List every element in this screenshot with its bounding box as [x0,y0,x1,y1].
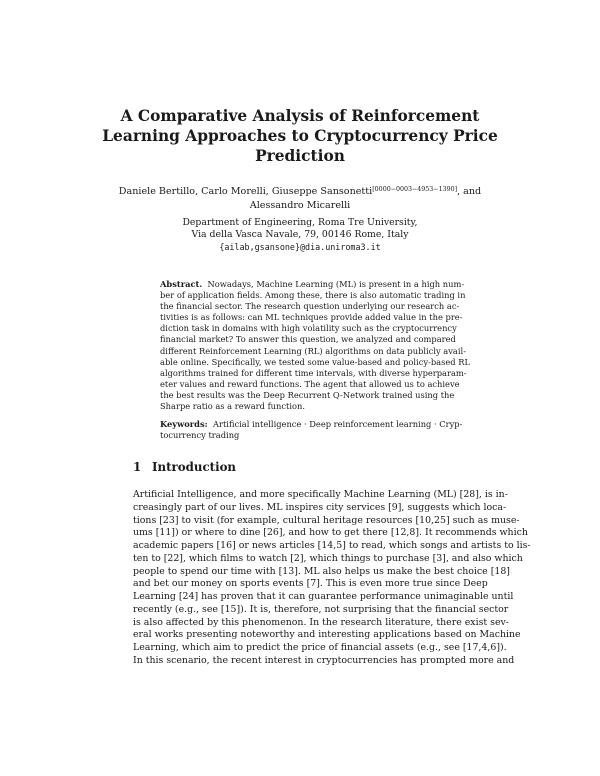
title-line: Learning Approaches to Cryptocurrency Price [102,127,498,145]
author-names: Daniele Bertillo, Carlo Morelli, Giuseppe Sansonetti [118,186,373,197]
author-conjunction: , and [457,186,482,197]
abstract-line: Sharpe ratio as a reward function. [160,401,305,412]
title-line: A Comparative Analysis of Reinforcement [120,107,480,125]
keywords-text: Artificial intelligence · Deep reinforcement learning · Cryp- [213,419,463,429]
keywords-line [160,419,463,430]
abstract-line: the best results was the Deep Recurrent Q-Network trained using the [160,389,455,400]
author-line [90,183,510,199]
abstract-line: eter values and reward functions. The agent that allowed us to achieve [160,378,460,389]
abstract-line: different Reinforcement Learning (RL) algorithms on data publicly avail- [160,345,466,356]
affiliation-line: Department of Engineering, Roma Tre University, [182,217,418,228]
abstract-line: ber of application fields. Among these, there is also automatic trading in [160,290,466,301]
body-line: Learning, which aim to predict the price of financial assets (e.g., see [17,4,6]). [133,642,507,653]
body-line: academic papers [16] or news articles [14,5] to read, which songs and artists to lis- [133,540,531,551]
abstract-line: the financial sector. The research question underlying our research ac- [160,301,460,312]
keywords-line: tocurrency trading [160,430,240,441]
body-line: recently (e.g., see [15]). It is, therefore, not surprising that the financial sector [133,603,509,615]
abstract-line [160,279,465,290]
abstract-label: Abstract. [160,279,203,289]
abstract-line: financial market? To answer this question, we analyzed and compared [160,334,456,345]
affiliation-line: Via della Vasca Navale, 79, 00146 Rome, Italy [191,229,409,240]
body-line: people to spend our time with [13]. ML also helps us make the best choice [18] [133,565,510,577]
keywords [160,419,463,441]
abstract-line: tivities is as follows: can ML techniques provide added value in the pre- [160,312,463,323]
author-line: Alessandro Micarelli [249,200,351,211]
body-line: and bet our money on sports events [7]. This is even more true since Deep [133,578,488,590]
section-heading [133,460,236,474]
abstract [160,279,470,412]
abstract-line: algorithms trained for different time intervals, with diverse hyperparam- [160,367,467,378]
section-number: 1 [133,460,142,474]
author-email: {ailab,gsansone}@dia.uniroma3.it [219,242,381,252]
author-list [90,183,510,213]
body-line: eral works presenting noteworthy and interesting applications based on Machine [133,629,521,641]
abstract-text: Nowadays, Machine Learning (ML) is present in a high num- [207,279,465,289]
body-line: ums [11]) or where to dine [26], and how to get there [12,8]. It recommends which [133,527,528,539]
body-line: is also affected by this phenomenon. In the research literature, there exist sev- [133,616,509,628]
section-title: Introduction [152,460,237,474]
body-line: Learning [24] has proven that it can guarantee performance unimaginable until [133,591,514,602]
body-line: creasingly part of our lives. ML inspires city services [9], suggests which loca- [133,501,507,513]
title-line: Prediction [255,147,345,165]
introduction-body [133,489,531,668]
orcid-id: [0000−0003−4953−1390] [372,186,458,193]
keywords-label: Keywords: [160,419,208,429]
body-line: Artificial Intelligence, and more specifically Machine Learning (ML) [28], is in- [133,489,508,500]
body-line: In this scenario, the recent interest in cryptocurrencies has prompted more and [133,654,515,666]
abstract-line: able online. Specifically, we tested some value-based and policy-based RL [160,356,470,367]
body-line: tions [23] to visit (for example, cultural heritage resources [10,25] such as muse- [133,514,520,526]
paper-title [100,106,500,166]
abstract-line: diction task in domains with high volatility such as the cryptocurrency [160,323,457,334]
body-line: ten to [22], which films to watch [2], which things to purchase [3], and also which [133,552,523,564]
affiliation [150,217,450,253]
